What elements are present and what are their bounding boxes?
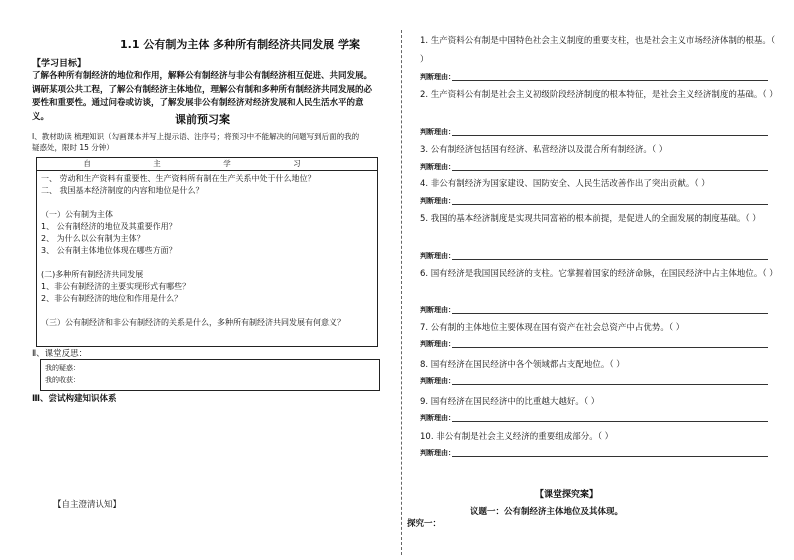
judge-label: 判断理由： (420, 449, 455, 457)
answer-line (452, 135, 768, 136)
judge-label: 判断理由： (420, 73, 455, 81)
textbook-instruction (32, 131, 377, 153)
study-item: （三）公有制经济和非公有制经济的关系是什么，多种所有制经济共同发展有何意义？ (41, 318, 345, 327)
judgment-question: 3. 公有制经济包括国有经济、私营经济以及混合所有制经济。（ ） (420, 145, 668, 155)
judgment-question: 8. 国有经济在国民经济中各个领域都占支配地位。（ ） (420, 360, 625, 370)
judge-reason (420, 447, 776, 459)
judge-label: 判断理由： (420, 414, 455, 422)
study-item: 一、 劳动和生产资料有重要性、生产资料所有制在生产关系中处于什么地位？ (41, 174, 316, 183)
self-study-box (36, 157, 378, 347)
study-item: 1、非公有制经济的主要实现形式有哪些？ (41, 282, 191, 291)
study-item (41, 197, 377, 209)
answer-line (452, 347, 768, 348)
judgment-question: 10. 非公有制是社会主义经济的重要组成部分。（ ） (420, 432, 614, 442)
judge-reason (420, 338, 776, 350)
reflection-heading: Ⅱ、课堂反思： (32, 349, 88, 359)
study-item: （一）公有制为主体 (41, 210, 113, 219)
judge-label: 判断理由： (420, 197, 455, 205)
judge-label: 判断理由： (420, 340, 455, 348)
page-title: 1.1 公有制为主体 多种所有制经济共同发展 学案 (120, 38, 360, 51)
answer-line (452, 456, 768, 457)
instruction-line-2: 疑惑处，限时 15 分钟） (32, 143, 114, 152)
answer-line (452, 259, 768, 260)
study-item (41, 257, 377, 269)
answer-line (452, 80, 768, 81)
study-item: 1、 公有制经济的地位及其重要作用？ (41, 222, 177, 231)
answer-line (452, 421, 768, 422)
answer-line (452, 170, 768, 171)
judge-reason (420, 126, 776, 138)
study-item (41, 305, 377, 317)
judge-reason (420, 195, 776, 207)
self-clarify-heading: 【自主澄清认知】 (53, 500, 122, 510)
judgment-question: 2. 生产资料公有制是社会主义初级阶段经济制度的根本特征，是社会主义经济制度的基础。（ ） (420, 90, 778, 100)
judge-reason (420, 250, 776, 262)
study-item: 二、 我国基本经济制度的内容和地位是什么？ (41, 186, 204, 195)
judgment-question: 1. 生产资料公有制是中国特色社会主义制度的重要支柱，也是社会主义市场经济体制的根基。（ ） (420, 36, 776, 65)
study-item: 2、非公有制经济的地位和作用是什么？ (41, 294, 183, 303)
reflection-box (40, 359, 380, 391)
judge-reason (420, 412, 776, 424)
study-item: 2、 为什么以公有制为主体？ (41, 234, 145, 243)
answer-line (452, 384, 768, 385)
judge-label: 判断理由： (420, 252, 455, 260)
page-divider (401, 30, 403, 555)
study-item: (二)多种所有制经济共同发展 (41, 270, 144, 279)
doubt-label: 我的疑惑： (45, 364, 80, 372)
judgment-question: 5. 我国的基本经济制度是实现共同富裕的根本前提，是促进人的全面发展的制度基础。（ ） (420, 214, 761, 224)
knowledge-heading: Ⅲ、尝试构建知识体系 (32, 394, 117, 404)
instruction-line-1: Ⅰ、教材助读 梳理知识（勾画课本并写上提示语、注序号；将预习中不能解决的问题写到后面的我的 (32, 132, 360, 141)
judge-label: 判断理由： (420, 128, 455, 136)
explore-one-label: 探究一： (407, 519, 442, 529)
judgment-question: 9. 国有经济在国民经济中的比重越大越好。（ ） (420, 397, 600, 407)
answer-line (452, 313, 768, 314)
judge-label: 判断理由： (420, 163, 455, 171)
judge-reason (420, 161, 776, 173)
judge-reason (420, 71, 776, 83)
study-item: 3、 公有制主体地位体现在哪些方面？ (41, 246, 177, 255)
judgment-question: 6. 国有经济是我国国民经济的支柱。它掌握着国家的经济命脉，在国民经济中占主体地位。（ ） (420, 269, 778, 279)
class-explore-title: 【课堂探究案】 (535, 490, 599, 500)
topic-one: 议题一：公有制经济主体地位及其体现。 (470, 507, 624, 517)
judgment-question: 7. 公有制的主体地位主要体现在国有资产在社会总资产中占优势。（ ） (420, 323, 685, 333)
answer-line (452, 204, 768, 205)
self-study-header: 自 主 学 习 (37, 158, 377, 171)
judge-reason (420, 375, 776, 387)
gain-label: 我的收获： (45, 376, 80, 384)
judge-label: 判断理由： (420, 306, 455, 314)
judge-reason (420, 304, 776, 316)
objectives-text: 了解各种所有制经济的地位和作用，解释公有制经济与非公有制经济相互促进、共同发展。调研某项公共工程，了解公有制经济主体地位，理解公有制和多种所有制经济共同发展的必要性和重要性。通过问卷或访谈，了解发展非公有制经济对经济发展和人民生活水平的意义。 (32, 71, 373, 122)
judge-label: 判断理由： (420, 377, 455, 385)
objectives-heading: 【学习目标】 (32, 59, 87, 69)
preview-title: 课前预习案 (175, 113, 230, 126)
judgment-question: 4. 非公有制经济为国家建设、国防安全、人民生活改善作出了突出贡献。（ ） (420, 179, 710, 189)
